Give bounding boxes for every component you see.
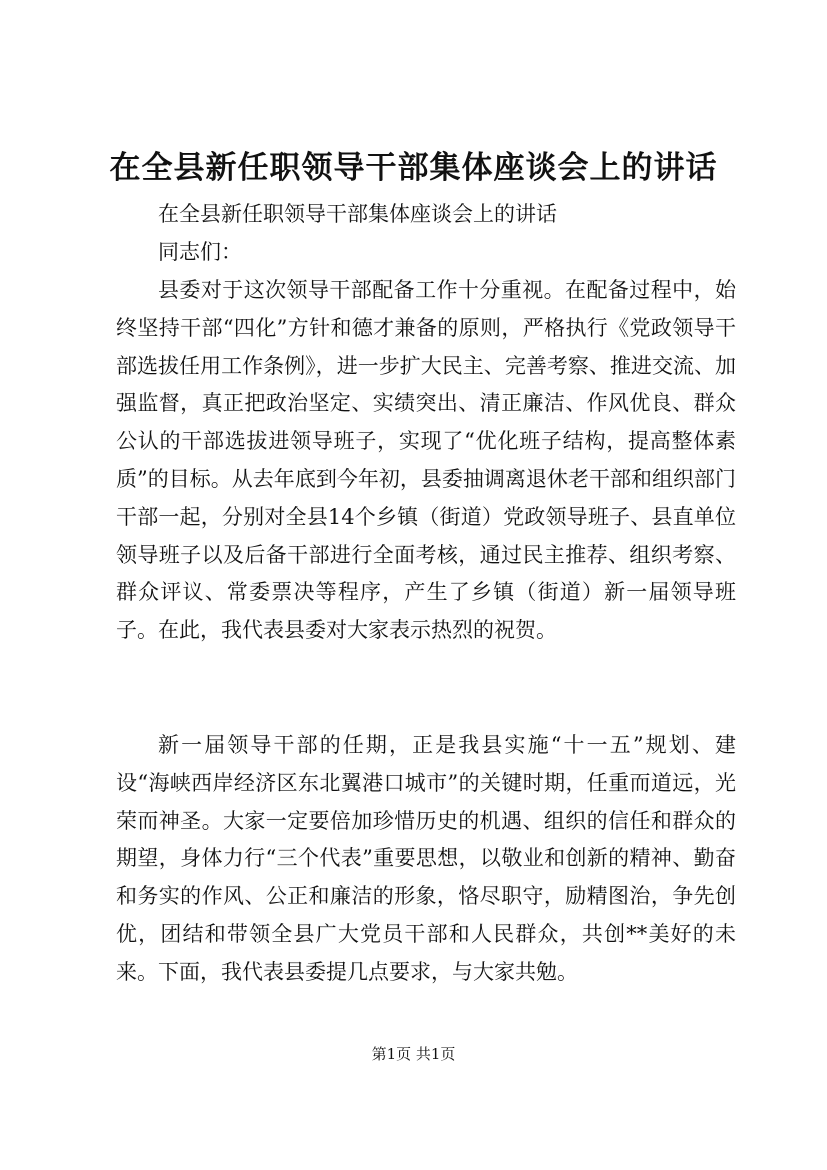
page-number-footer: 第1页 共1页 <box>371 1045 456 1063</box>
document-title: 在全县新任职领导干部集体座谈会上的讲话 <box>109 150 718 186</box>
greeting: 同志们： <box>158 240 242 264</box>
document-subtitle: 在全县新任职领导干部集体座谈会上的讲话 <box>158 202 557 226</box>
paragraph-2: 新一届领导干部的任期，正是我县实施“十一五”规划、建设“海峡西岸经济区东北翼港口城市”的关键时期，任重而道远，光荣而神圣。大家一定要倍加珍惜历史的机遇、组织的信任和群众的期望，身体力行“三个代表”重要思想，以敬业和创新的精神、勤奋和务实的作风、公正和廉洁的形象，恪尽职守，励精图治，争先创优，团结和带领全县广大党员干部和人民群众，共创**美好的未来。下面，我代表县委提几点要求，与大家共勉。 <box>116 733 736 984</box>
paragraph-1: 县委对于这次领导干部配备工作十分重视。在配备过程中，始终坚持干部“四化”方针和德才兼备的原则，严格执行《党政领导干部选拔任用工作条例》，进一步扩大民主、完善考察、推进交流、加强监督，真正把政治坚定、实绩突出、清正廉洁、作风优良、群众公认的干部选拔进领导班子，实现了“优化班子结构，提高整体素质”的目标。从去年底到今年初，县委抽调离退休老干部和组织部门干部一起，分别对全县14个乡镇（街道）党政领导班子、县直单位领导班子以及后备干部进行全面考核，通过民主推荐、组织考察、群众评议、常委票决等程序，产生了乡镇（街道）新一届领导班子。在此，我代表县委对大家表示热烈的祝贺。 <box>116 278 736 643</box>
